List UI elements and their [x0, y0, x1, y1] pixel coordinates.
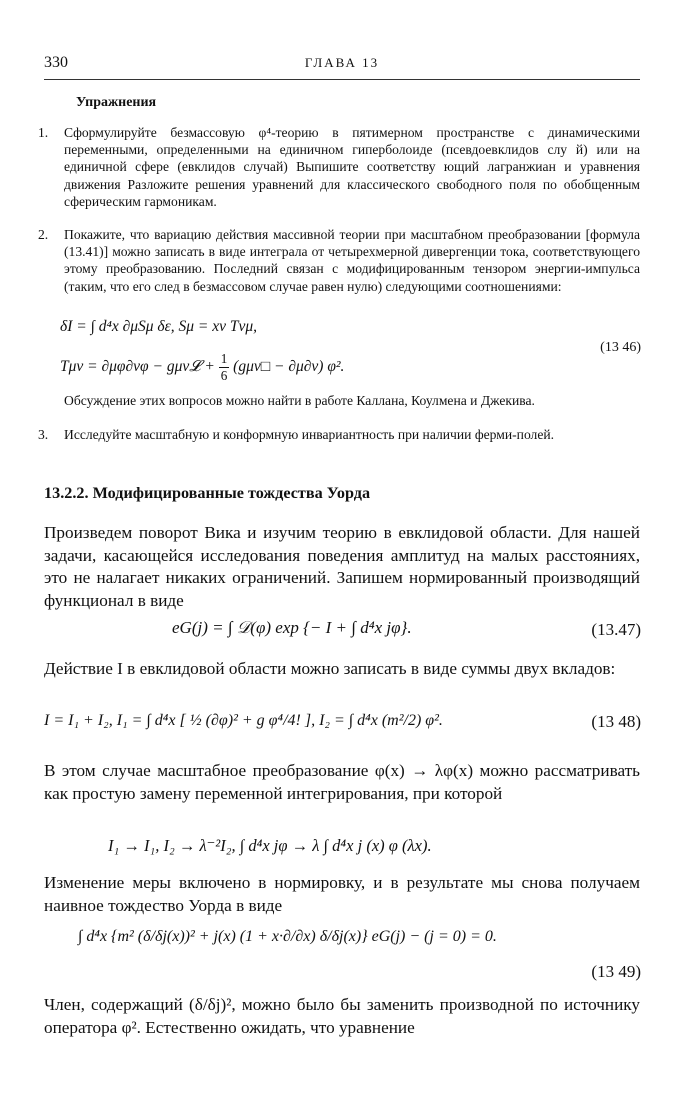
page-number: 330	[44, 54, 68, 71]
equation-13-46-line2	[60, 351, 344, 384]
running-header	[44, 54, 640, 76]
equation-number: (13.47)	[591, 620, 641, 639]
equation-number: (13 49)	[591, 962, 641, 981]
equation-13-47: eG(j) = ∫ 𝒟(φ) exp {− I + ∫ d⁴x jφ}.	[172, 618, 412, 637]
exercise-number: 2.	[38, 227, 49, 242]
exercise-text: Сформулируйте безмассовую φ⁴-теорию в пятимерном пространстве с динамическими переменными, определенными на единичном гиперболоиде (псевдоевклидов слу й) или на единичной сфере (евклидов случай) Выпишите соответству ющий лагранжиан и уравнения движения Разложите решения уравнений для классического свободного поля по обобщенным сферическим гармоникам.	[64, 125, 640, 209]
exercises-heading: Упражнения	[76, 95, 157, 110]
equation-13-46-right: (gμν□ − ∂μ∂ν) φ².	[233, 358, 345, 376]
fraction-one-sixth: $\frac{1}{6}$	[220, 351, 228, 383]
header-rule	[44, 79, 640, 80]
exercise-1	[38, 124, 640, 210]
exercise-number: 3.	[38, 427, 49, 442]
discussion-text: Обсуждение этих вопросов можно найти в работе Каллана, Коулмена и Джекива.	[64, 393, 535, 408]
exercise-text: Покажите, что вариацию действия массивной теории при масштабном преобразовании [формула (13.41)] можно записать в виде интеграла от четырехмерной дивергенции тока, соответствующего этому преобразованию. Последний связан с модифицированным тензором энергии-импульса (таким, что его след в безмассовом случае равен нулю) следующими соотношениями:	[64, 227, 640, 294]
equation-13-49: ∫ d⁴x {m² (δ/δj(x))² + j(x) (1 + x·∂/∂x) δ/δj(x)} eG(j) − (j = 0) = 0.	[78, 928, 497, 945]
paragraph-4: Изменение меры включено в нормировку, и в результате мы снова получаем наивное тождество Уорда в виде	[44, 873, 640, 915]
paragraph-5: Член, содержащий (δ/δj)², можно было бы заменить производной по источнику оператора φ². Естественно ожидать, что уравнение	[44, 995, 640, 1037]
paragraph-2: Действие I в евклидовой области можно записать в виде суммы двух вкладов:	[44, 659, 616, 678]
paragraph-3: В этом случае масштабное преобразование φ(x) → λφ(x) можно рассматривать как простую замену переменной интегрирования, при которой	[44, 761, 640, 803]
section-heading: 13.2.2. Модифицированные тождества Уорда	[44, 484, 371, 502]
paragraph-1: Произведем поворот Вика и изучим теорию в евклидовой области. Для нашей задачи, касающейся исследования поведения амплитуд на малых расстояниях, это не налагает никаких ограничений. Запишем нормированный производящий функционал в виде	[44, 523, 640, 610]
exercise-text: Исследуйте масштабную и конформную инвариантность при наличии ферми-полей.	[64, 427, 555, 442]
exercise-number: 1.	[38, 125, 49, 140]
exercise-3	[38, 426, 640, 443]
discussion-note	[38, 392, 640, 409]
equation-13-48: I = I₁ + I₂, I₁ = ∫ d⁴x [ ½ (∂φ)² + g φ⁴/4! ], I₂ = ∫ d⁴x (m²/2) φ².	[44, 712, 443, 729]
exercise-2	[38, 226, 640, 295]
chapter-title: ГЛАВА 13	[304, 55, 380, 70]
equation-13-46-line1: δI = ∫ d⁴x ∂μSμ δε, Sμ = xν Tνμ,	[60, 318, 258, 335]
equation-number: (13 46)	[600, 340, 641, 355]
equation-number: (13 48)	[591, 712, 641, 731]
equation-13-46-left: Tμν = ∂μφ∂νφ − gμν𝓛 +	[60, 358, 215, 376]
equation-scale-transform: I₁ → I₁, I₂ → λ⁻²I₂, ∫ d⁴x jφ → λ ∫ d⁴x j (x) φ (λx).	[108, 836, 432, 855]
